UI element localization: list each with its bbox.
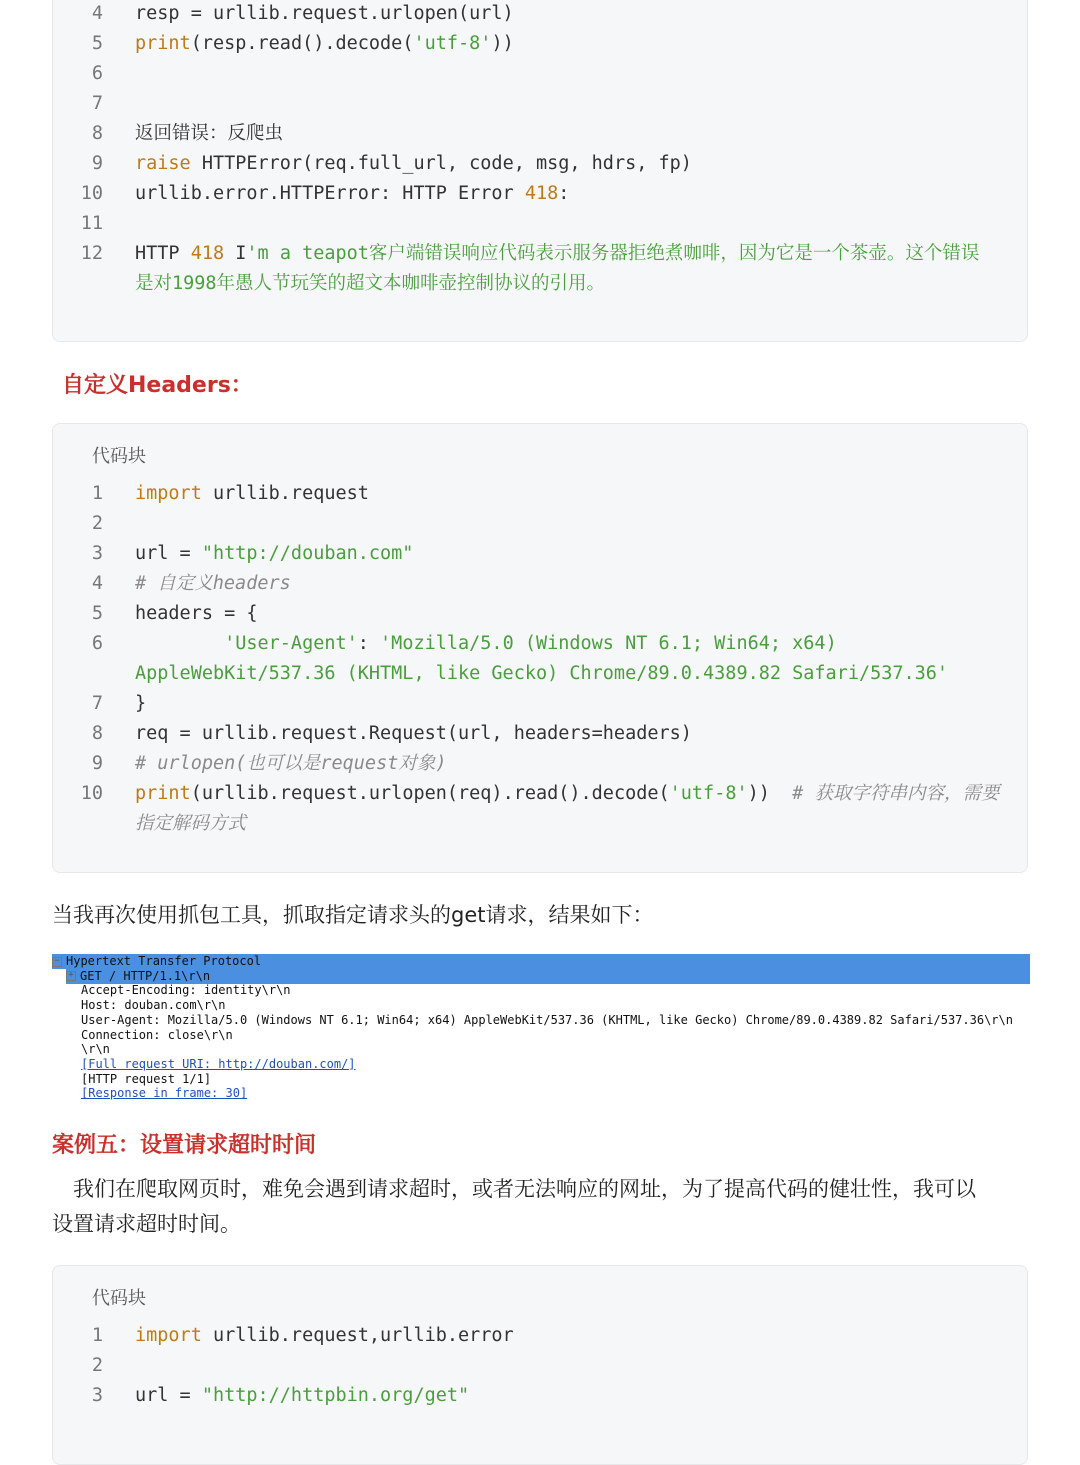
code-token: (urllib.request.urlopen(req).read().decode( — [190, 783, 670, 804]
code-token: I — [224, 243, 247, 264]
packet-field-text: Host: douban.com\r\n — [81, 998, 226, 1013]
code-token: } — [135, 693, 147, 714]
code-token: 'm a teapot客户端错误响应代码表示服务器拒绝煮咖啡，因为它是一个茶壶。这个错误 — [246, 243, 980, 264]
line-number: 6 — [91, 63, 103, 84]
packet-field-text: [Full request URI: http://douban.com/] — [81, 1056, 356, 1071]
code-token: urllib.request,urllib.error — [201, 1325, 514, 1346]
packet-field-text: [Response in frame: 30] — [81, 1086, 248, 1101]
code-token: urllib.error.HTTPError: HTTP Error — [135, 183, 525, 204]
line-number: 7 — [91, 693, 103, 714]
code-text — [135, 179, 569, 209]
packet-field-text: GET / HTTP/1.1\r\n — [80, 968, 211, 983]
code-token: HTTP — [135, 243, 191, 264]
code-text — [135, 539, 413, 569]
code-text — [135, 149, 692, 179]
line-number: 3 — [91, 1385, 103, 1406]
packet-field-row[interactable] — [66, 969, 1030, 984]
line-number: 5 — [91, 603, 103, 624]
code-text — [135, 689, 146, 719]
code-block-timeout — [52, 1265, 1028, 1465]
section-heading-case-five: 案例五：设置请求超时时间 — [52, 1133, 317, 1158]
code-token: # urlopen(也可以是request对象) — [135, 753, 447, 774]
collapse-icon[interactable]: − — [52, 957, 62, 967]
code-token: 指定解码方式 — [135, 813, 247, 834]
code-token: 是对1998年愚人节玩笑的超文本咖啡壶控制协议的引用。 — [135, 273, 606, 294]
code-text — [135, 479, 369, 509]
packet-field-row[interactable] — [81, 998, 226, 1013]
packet-capture-detail — [52, 954, 1030, 1104]
line-number: 8 — [91, 123, 103, 144]
code-token: 418 — [190, 243, 225, 264]
code-token: raise — [135, 153, 191, 174]
code-token: "http://douban.com" — [201, 543, 414, 564]
packet-field-row[interactable] — [81, 983, 291, 998]
line-number: 1 — [91, 1325, 103, 1346]
code-text — [135, 659, 948, 689]
code-block-title: 代码块 — [92, 1288, 146, 1309]
line-number: 5 — [91, 33, 103, 54]
code-token: urllib.request — [201, 483, 369, 504]
code-text — [135, 1321, 514, 1351]
line-number: 10 — [80, 183, 103, 204]
line-number: 1 — [91, 483, 103, 504]
packet-field-row[interactable] — [81, 1013, 1013, 1028]
line-number: 6 — [91, 633, 103, 654]
code-token: 'utf-8' — [669, 783, 748, 804]
line-number: 4 — [91, 3, 103, 24]
line-number: 12 — [80, 243, 103, 264]
line-number: 7 — [91, 93, 103, 114]
packet-field-row[interactable] — [52, 954, 1030, 969]
code-block-headers — [52, 423, 1028, 873]
code-text — [135, 809, 246, 839]
packet-field-text: User-Agent: Mozilla/5.0 (Windows NT 6.1; Win64; x64) AppleWebKit/537.36 (KHTML, like Gecko) Chrome/89.0.4389.82 Safari/537.36\r\n — [81, 1012, 1013, 1027]
packet-field-text: \r\n — [81, 1042, 110, 1057]
code-token: )) — [747, 783, 793, 804]
code-text — [135, 599, 258, 629]
code-text — [135, 629, 837, 659]
timeout-paragraph-line2: 设置请求超时时间。 — [52, 1212, 241, 1236]
code-token: 'User-Agent' — [135, 633, 358, 654]
line-number: 8 — [91, 723, 103, 744]
code-token: : — [357, 633, 381, 654]
line-number: 9 — [91, 753, 103, 774]
code-token: headers = { — [135, 603, 258, 624]
line-number: 3 — [91, 543, 103, 564]
section-heading-custom-headers: 自定义Headers： — [62, 373, 253, 398]
code-text — [135, 29, 514, 59]
code-text — [135, 119, 283, 149]
code-text — [135, 269, 605, 299]
code-text — [135, 239, 979, 269]
packet-field-text: [HTTP request 1/1] — [81, 1071, 212, 1086]
code-token: 418 — [524, 183, 559, 204]
code-text — [135, 1381, 469, 1411]
code-token: 'Mozilla/5.0 (Windows NT 6.1; Win64; x64) — [380, 633, 837, 654]
packet-field-row[interactable] — [81, 1086, 247, 1101]
line-number: 2 — [91, 513, 103, 534]
code-block-title: 代码块 — [92, 446, 146, 467]
code-token: 'utf-8' — [413, 33, 492, 54]
packet-field-text: Hypertext Transfer Protocol — [66, 954, 262, 968]
packet-field-row[interactable] — [81, 1028, 233, 1043]
line-number: 9 — [91, 153, 103, 174]
expand-icon[interactable]: + — [66, 971, 76, 981]
code-token: import — [135, 1325, 202, 1346]
packet-field-text: Accept-Encoding: identity\r\n — [81, 983, 291, 998]
code-token: # 获取字符串内容，需要 — [792, 783, 1000, 804]
code-token: resp = urllib.request.urlopen(url) — [135, 3, 514, 24]
code-token: 返回错误：反爬虫 — [135, 123, 284, 144]
packet-field-row[interactable] — [81, 1057, 356, 1072]
code-token: : — [558, 183, 570, 204]
packet-field-row[interactable] — [81, 1042, 110, 1057]
code-block-error — [52, 0, 1028, 342]
code-token: print — [135, 33, 191, 54]
code-text — [135, 719, 692, 749]
capture-description: 当我再次使用抓包工具，抓取指定请求头的get请求，结果如下： — [52, 903, 654, 927]
line-number: 4 — [91, 573, 103, 594]
packet-field-row[interactable] — [81, 1072, 211, 1087]
code-token: url = — [135, 1385, 202, 1406]
code-token: (resp.read().decode( — [190, 33, 414, 54]
code-token: # 自定义headers — [135, 573, 291, 594]
line-number: 11 — [80, 213, 103, 234]
code-text — [135, 749, 446, 779]
code-token: "http://httpbin.org/get" — [201, 1385, 470, 1406]
code-token: import — [135, 483, 202, 504]
code-text — [135, 0, 514, 29]
code-token: HTTPError(req.full_url, code, msg, hdrs, fp) — [190, 153, 692, 174]
code-token: AppleWebKit/537.36 (KHTML, like Gecko) Chrome/89.0.4389.82 Safari/537.36' — [135, 663, 949, 684]
code-token: )) — [491, 33, 514, 54]
packet-field-text: Connection: close\r\n — [81, 1027, 233, 1042]
line-number: 10 — [80, 783, 103, 804]
code-token: url = — [135, 543, 202, 564]
code-text — [135, 779, 999, 809]
code-text — [135, 569, 291, 599]
timeout-paragraph-line1: 我们在爬取网页时，难免会遇到请求超时，或者无法响应的网址，为了提高代码的健壮性，我可以 — [52, 1177, 976, 1201]
code-token: req = urllib.request.Request(url, headers=headers) — [135, 723, 692, 744]
line-number: 2 — [91, 1355, 103, 1376]
code-token: print — [135, 783, 191, 804]
